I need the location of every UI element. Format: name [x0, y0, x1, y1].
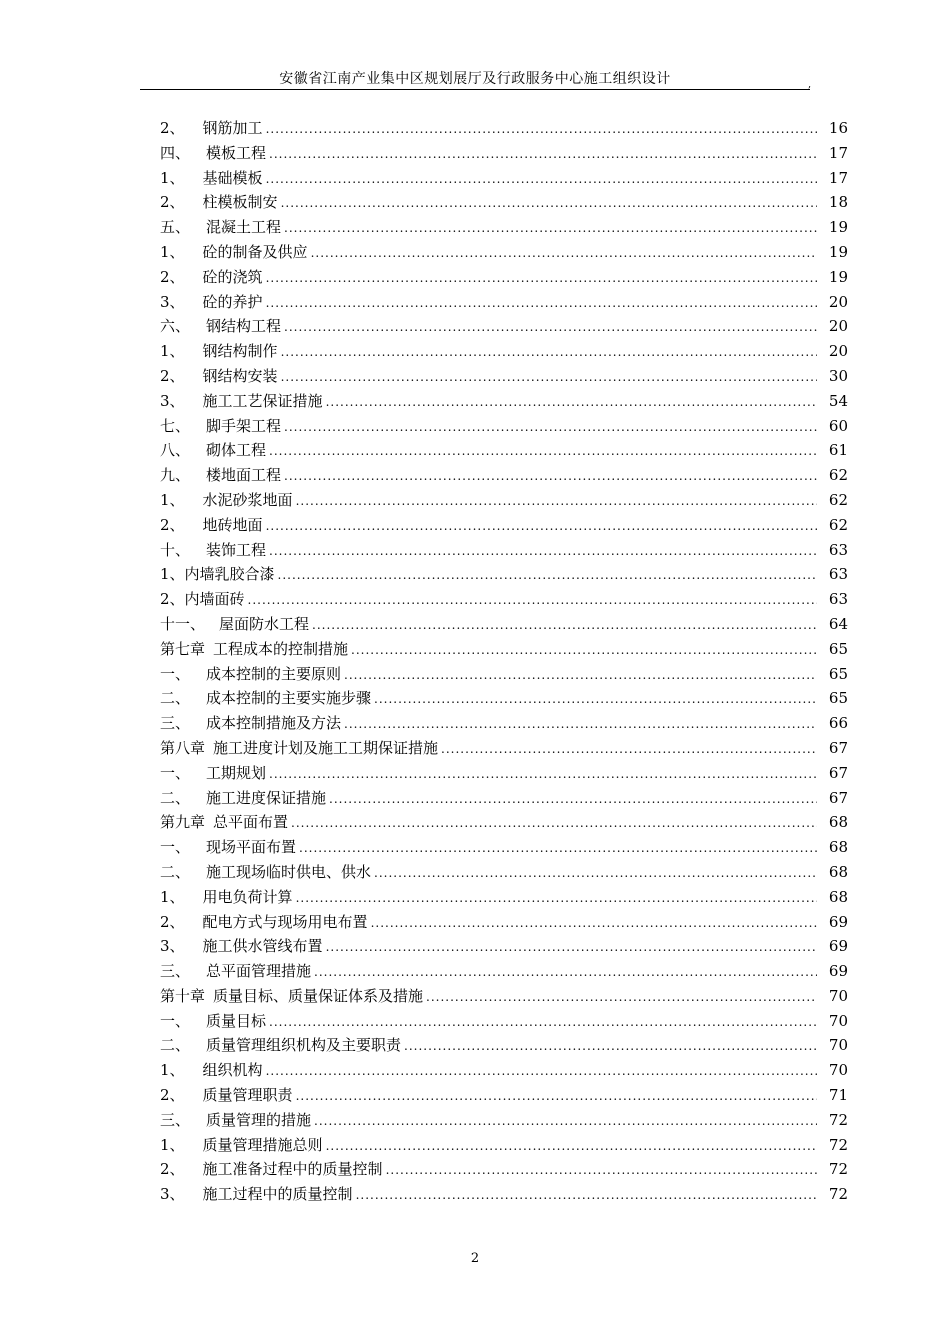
toc-entry-page: 70 [828, 986, 848, 1005]
toc-dot-leader [269, 439, 817, 464]
toc-entry-title: 施工供水管线布置 [202, 937, 323, 956]
toc-dot-leader [356, 1183, 817, 1208]
toc-entry-title: 脚手架工程 [206, 416, 282, 435]
toc-entry-title: 质量管理的措施 [206, 1110, 312, 1129]
toc-entry-number: 三、 [160, 962, 191, 981]
toc-entry[interactable] [160, 190, 848, 215]
toc-entry-title: 用电负荷计算 [202, 887, 293, 906]
toc-dot-leader [281, 365, 817, 390]
toc-entry-page: 54 [828, 391, 848, 410]
toc-entry-page: 63 [828, 540, 848, 559]
toc-dot-leader [404, 1034, 817, 1059]
toc-entry-number: 二、 [160, 788, 191, 807]
toc-entry-number: 一、 [160, 763, 191, 782]
toc-dot-leader [291, 811, 817, 836]
header-mark: , [808, 79, 812, 90]
toc-dot-leader [266, 514, 817, 539]
toc-entry-number: 2、 [160, 366, 185, 385]
toc-dot-leader [266, 117, 817, 142]
toc-entry-title: 质量管理措施总则 [202, 1135, 323, 1154]
toc-entry-title: 模板工程 [206, 143, 267, 162]
toc-dot-leader [269, 1010, 817, 1035]
toc-entry[interactable] [160, 786, 848, 811]
toc-entry-number: 1、 [160, 1061, 185, 1080]
toc-dot-leader [441, 737, 817, 762]
toc-entry-page: 70 [828, 1061, 848, 1080]
toc-entry-title: 装饰工程 [206, 540, 267, 559]
toc-entry[interactable] [160, 736, 848, 761]
toc-dot-leader [312, 613, 817, 638]
toc-entry-page: 65 [828, 689, 848, 708]
toc-entry-page: 19 [828, 242, 848, 261]
toc-dot-leader [266, 167, 817, 192]
toc-entry[interactable] [160, 414, 848, 439]
toc-entry-page: 72 [828, 1110, 848, 1129]
toc-entry-page: 72 [828, 1185, 848, 1204]
toc-entry-title: 施工进度保证措施 [206, 788, 327, 807]
toc-entry-page: 63 [828, 590, 848, 609]
toc-entry-page: 60 [828, 416, 848, 435]
toc-entry-title: 钢结构工程 [206, 317, 282, 336]
toc-dot-leader [386, 1158, 817, 1183]
toc-entry[interactable] [160, 314, 848, 339]
toc-entry[interactable] [160, 290, 848, 315]
toc-dot-leader [296, 1084, 817, 1109]
toc-entry[interactable] [160, 587, 848, 612]
toc-entry-page: 67 [828, 788, 848, 807]
toc-entry-number: 三、 [160, 1110, 191, 1129]
toc-entry-title: 施工准备过程中的质量控制 [202, 1160, 383, 1179]
toc-entry-number: 第十章 [160, 986, 206, 1005]
toc-entry-page: 16 [828, 119, 848, 137]
toc-dot-leader [326, 935, 817, 960]
toc-entry-page: 19 [828, 218, 848, 237]
toc-entry-title: 工程成本的控制措施 [213, 639, 349, 658]
toc-entry[interactable] [160, 513, 848, 538]
toc-entry[interactable] [160, 215, 848, 240]
toc-entry[interactable] [160, 1182, 848, 1207]
toc-entry-title: 施工工艺保证措施 [202, 391, 323, 410]
toc-entry[interactable] [160, 910, 848, 935]
toc-dot-leader [344, 663, 817, 688]
toc-entry-page: 69 [828, 912, 848, 931]
toc-entry[interactable] [160, 562, 848, 587]
table-of-contents [160, 116, 848, 1207]
toc-entry-title: 砼的养护 [202, 292, 263, 311]
toc-entry-number: 七、 [160, 416, 191, 435]
toc-entry-number: 2、 [160, 912, 185, 931]
toc-dot-leader [299, 836, 817, 861]
toc-entry-title: 钢筋加工 [202, 119, 263, 137]
toc-entry[interactable] [160, 637, 848, 662]
toc-entry-page: 17 [828, 143, 848, 162]
toc-entry-number: 第八章 [160, 738, 206, 757]
toc-entry-page: 62 [828, 515, 848, 534]
toc-dot-leader [371, 911, 817, 936]
toc-entry[interactable] [160, 240, 848, 265]
toc-entry-title: 成本控制措施及方法 [206, 714, 342, 733]
toc-entry-page: 68 [828, 887, 848, 906]
toc-entry-number: 四、 [160, 143, 191, 162]
toc-entry-number: 九、 [160, 466, 191, 485]
toc-entry-page: 30 [828, 366, 848, 385]
toc-entry-page: 69 [828, 962, 848, 981]
toc-entry-page: 68 [828, 838, 848, 857]
toc-entry-number: 一、 [160, 664, 191, 683]
toc-entry-page: 66 [828, 714, 848, 733]
toc-entry[interactable] [160, 166, 848, 191]
toc-entry[interactable] [160, 364, 848, 389]
toc-entry-number: 2、 [160, 515, 185, 534]
toc-entry-title: 钢结构制作 [202, 342, 278, 361]
toc-entry[interactable] [160, 835, 848, 860]
toc-entry-title: 总平面布置 [213, 813, 289, 832]
toc-entry-title: 配电方式与现场用电布置 [202, 912, 368, 931]
toc-entry[interactable] [160, 612, 848, 637]
toc-dot-leader [281, 191, 817, 216]
toc-dot-leader [284, 216, 817, 241]
toc-entry-page: 20 [828, 342, 848, 361]
toc-entry-page: 67 [828, 763, 848, 782]
toc-entry-title: 砌体工程 [206, 441, 267, 460]
toc-entry-title: 质量目标 [206, 1011, 267, 1030]
toc-entry-page: 64 [828, 614, 848, 633]
toc-entry-page: 20 [828, 317, 848, 336]
toc-dot-leader [329, 787, 817, 812]
toc-entry-title: 混凝土工程 [206, 218, 282, 237]
toc-dot-leader [314, 1109, 817, 1134]
toc-dot-leader [269, 539, 817, 564]
toc-entry[interactable] [160, 711, 848, 736]
toc-entry-title: 砼的制备及供应 [202, 242, 308, 261]
toc-dot-leader [278, 563, 817, 588]
toc-entry-number: 第九章 [160, 813, 206, 832]
toc-entry-title: 施工过程中的质量控制 [202, 1185, 353, 1204]
toc-entry-page: 70 [828, 1036, 848, 1055]
toc-entry-title: 柱模板制安 [202, 193, 278, 212]
toc-entry-number: 第七章 [160, 639, 206, 658]
toc-entry-page: 69 [828, 937, 848, 956]
toc-entry-page: 20 [828, 292, 848, 311]
toc-entry-number: 十一、 [160, 614, 206, 633]
toc-dot-leader [374, 861, 817, 886]
toc-entry-page: 68 [828, 862, 848, 881]
toc-entry-number: 二、 [160, 862, 191, 881]
toc-dot-leader [311, 241, 817, 266]
page-header-title: 安徽省江南产业集中区规划展厅及行政服务中心施工组织设计 [279, 71, 671, 87]
toc-entry[interactable] [160, 1033, 848, 1058]
toc-dot-leader [314, 960, 817, 985]
toc-entry-title: 成本控制的主要原则 [206, 664, 342, 683]
toc-entry-number: 一、 [160, 1011, 191, 1030]
toc-dot-leader [266, 266, 817, 291]
toc-dot-leader [296, 489, 817, 514]
toc-entry[interactable] [160, 488, 848, 513]
toc-entry[interactable] [160, 538, 848, 563]
toc-entry[interactable] [160, 761, 848, 786]
toc-entry-page: 63 [828, 565, 848, 584]
toc-entry-title: 质量管理组织机构及主要职责 [206, 1036, 402, 1055]
toc-entry-page: 19 [828, 267, 848, 286]
toc-entry-number: 3、 [160, 1185, 185, 1204]
toc-entry-page: 62 [828, 490, 848, 509]
toc-entry-title: 现场平面布置 [206, 838, 297, 857]
toc-entry[interactable] [160, 686, 848, 711]
toc-entry-title: 砼的浇筑 [202, 267, 263, 286]
toc-dot-leader [374, 687, 817, 712]
toc-entry-title: 屋面防水工程 [219, 614, 310, 633]
toc-entry-page: 67 [828, 738, 848, 757]
toc-entry-number: 2、 [160, 267, 185, 286]
toc-entry-page: 61 [828, 441, 848, 460]
toc-entry-title: 楼地面工程 [206, 466, 282, 485]
toc-entry-number: 3、 [160, 292, 185, 311]
toc-entry-number: 2、 [160, 1160, 185, 1179]
toc-entry[interactable] [160, 116, 848, 141]
toc-entry-number: 2、 [160, 193, 185, 212]
toc-entry[interactable] [160, 810, 848, 835]
toc-dot-leader [266, 291, 817, 316]
toc-entry-title: 质量管理职责 [202, 1086, 293, 1105]
toc-dot-leader [269, 762, 817, 787]
toc-dot-leader [248, 588, 817, 613]
toc-dot-leader [284, 315, 817, 340]
toc-entry[interactable] [160, 1157, 848, 1182]
toc-entry[interactable] [160, 959, 848, 984]
toc-entry-page: 70 [828, 1011, 848, 1030]
toc-entry[interactable] [160, 934, 848, 959]
toc-entry-number: 三、 [160, 714, 191, 733]
toc-entry[interactable] [160, 1108, 848, 1133]
toc-entry-title: 1、内墙乳胶合漆 [160, 565, 275, 584]
toc-entry-number: 3、 [160, 937, 185, 956]
toc-entry[interactable] [160, 141, 848, 166]
toc-entry[interactable] [160, 1058, 848, 1083]
toc-entry[interactable] [160, 389, 848, 414]
toc-entry-title: 总平面管理措施 [206, 962, 312, 981]
toc-entry-number: 2、 [160, 1086, 185, 1105]
toc-entry-number: 十、 [160, 540, 191, 559]
toc-entry-number: 1、 [160, 242, 185, 261]
toc-entry-number: 一、 [160, 838, 191, 857]
toc-entry-page: 65 [828, 639, 848, 658]
toc-entry-page: 68 [828, 813, 848, 832]
toc-entry-number: 八、 [160, 441, 191, 460]
toc-entry-number: 1、 [160, 168, 185, 187]
toc-entry-page: 65 [828, 664, 848, 683]
toc-entry-page: 72 [828, 1160, 848, 1179]
toc-dot-leader [326, 1134, 817, 1159]
toc-entry-page: 72 [828, 1135, 848, 1154]
toc-entry-title: 基础模板 [202, 168, 263, 187]
toc-entry-page: 62 [828, 466, 848, 485]
toc-dot-leader [281, 340, 817, 365]
toc-entry[interactable] [160, 265, 848, 290]
toc-dot-leader [296, 886, 817, 911]
toc-entry-title: 质量目标、质量保证体系及措施 [213, 986, 424, 1005]
toc-entry-number: 3、 [160, 391, 185, 410]
toc-entry[interactable] [160, 1009, 848, 1034]
toc-entry-title: 地砖地面 [202, 515, 263, 534]
toc-dot-leader [351, 638, 817, 663]
toc-entry[interactable] [160, 1133, 848, 1158]
page-number: 2 [470, 1251, 480, 1266]
toc-entry-title: 施工现场临时供电、供水 [206, 862, 372, 881]
toc-dot-leader [266, 1059, 817, 1084]
toc-entry-page: 18 [828, 193, 848, 212]
toc-entry-number: 1、 [160, 887, 185, 906]
toc-entry-title: 施工进度计划及施工工期保证措施 [213, 738, 439, 757]
toc-entry-title: 成本控制的主要实施步骤 [206, 689, 372, 708]
toc-entry-number: 五、 [160, 218, 191, 237]
toc-entry[interactable] [160, 984, 848, 1009]
toc-entry-title: 水泥砂浆地面 [202, 490, 293, 509]
toc-dot-leader [326, 390, 817, 415]
toc-entry-title: 组织机构 [202, 1061, 263, 1080]
toc-entry-title: 工期规划 [206, 763, 267, 782]
toc-dot-leader [344, 712, 817, 737]
toc-entry[interactable] [160, 339, 848, 364]
toc-dot-leader [426, 985, 817, 1010]
toc-entry-title: 2、内墙面砖 [160, 590, 245, 609]
toc-entry[interactable] [160, 438, 848, 463]
toc-entry[interactable] [160, 885, 848, 910]
toc-entry-number: 1、 [160, 490, 185, 509]
toc-entry[interactable] [160, 463, 848, 488]
toc-entry-page: 71 [828, 1086, 848, 1105]
toc-dot-leader [269, 142, 817, 167]
toc-entry[interactable] [160, 662, 848, 687]
toc-entry-number: 二、 [160, 1036, 191, 1055]
toc-entry[interactable] [160, 860, 848, 885]
toc-entry-number: 二、 [160, 689, 191, 708]
header-divider [140, 89, 810, 90]
toc-entry-number: 1、 [160, 342, 185, 361]
toc-entry-number: 2、 [160, 119, 185, 137]
toc-entry-page: 17 [828, 168, 848, 187]
toc-dot-leader [284, 415, 817, 440]
toc-entry-number: 1、 [160, 1135, 185, 1154]
toc-entry[interactable] [160, 1083, 848, 1108]
toc-entry-number: 六、 [160, 317, 191, 336]
toc-dot-leader [284, 464, 817, 489]
toc-entry-title: 钢结构安装 [202, 366, 278, 385]
